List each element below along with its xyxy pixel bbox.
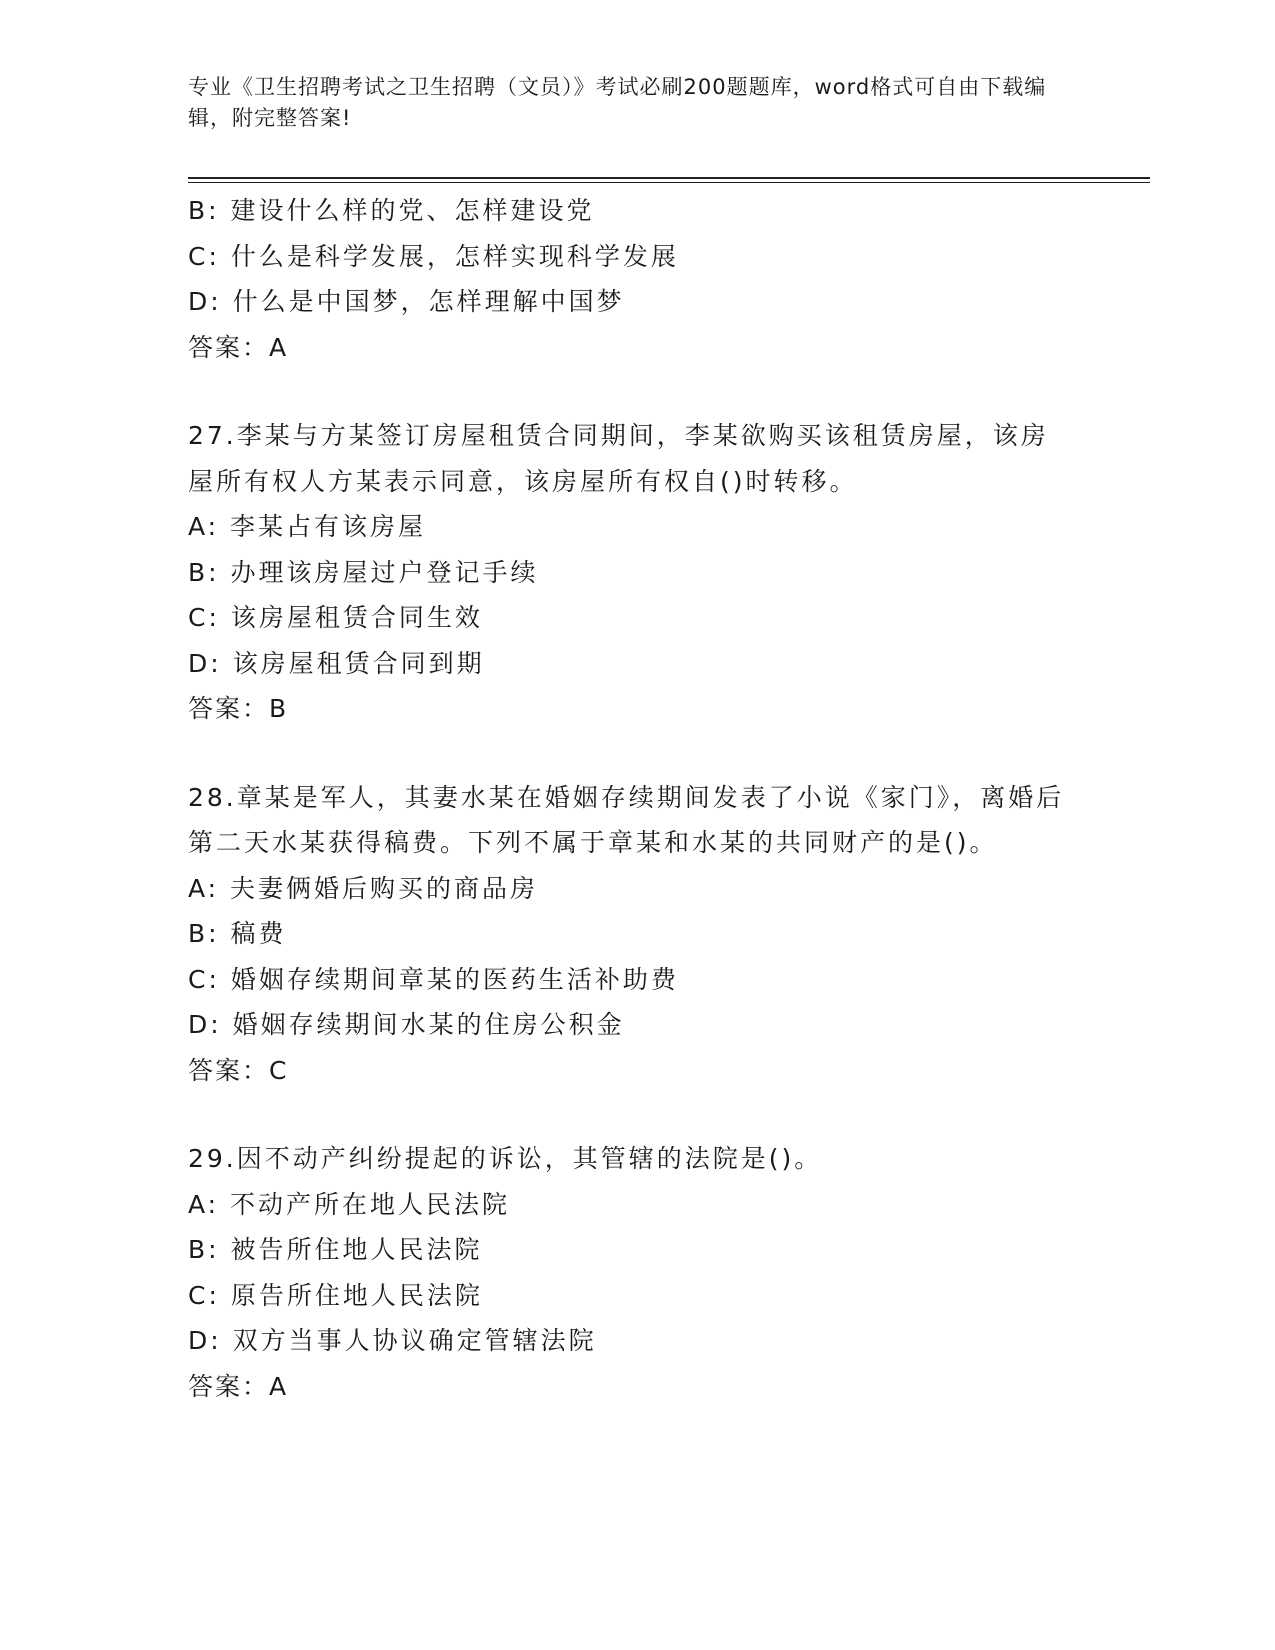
answer-line: 答案：B	[188, 694, 289, 723]
question-stem: 27.李某与方某签订房屋租赁合同期间，李某欲购买该租赁房屋，该房屋所有权人方某表示同意，该房屋所有权自()时转移。	[188, 421, 1049, 496]
option-c: C: 该房屋租赁合同生效	[188, 603, 483, 632]
option-d: D: 婚姻存续期间水某的住房公积金	[188, 1010, 625, 1039]
question-27	[188, 413, 1088, 732]
question-spacer	[188, 370, 1088, 413]
option-b: B: 建设什么样的党、怎样建设党	[188, 196, 595, 225]
header-divider-thin	[188, 182, 1150, 183]
option-b: B: 被告所住地人民法院	[188, 1235, 483, 1264]
option-b: B: 稿费	[188, 919, 287, 948]
answer-line: 答案：A	[188, 1371, 289, 1401]
document-header: 专业《卫生招聘考试之卫生招聘（文员）》考试必刷200题题库，word格式可自由下载编辑，附完整答案!	[188, 75, 1047, 130]
answer-line: 答案：C	[188, 1055, 289, 1085]
option-c: C: 婚姻存续期间章某的医药生活补助费	[188, 964, 679, 994]
header-divider-thick	[188, 177, 1150, 179]
question-stem: 29.因不动产纠纷提起的诉讼，其管辖的法院是()。	[188, 1144, 823, 1173]
option-c: C: 什么是科学发展，怎样实现科学发展	[188, 241, 679, 271]
option-a: A: 李某占有该房屋	[188, 512, 427, 541]
option-c: C: 原告所住地人民法院	[188, 1280, 483, 1310]
question-spacer	[188, 1093, 1088, 1136]
question-26-tail	[188, 188, 1088, 370]
option-d: D: 什么是中国梦，怎样理解中国梦	[188, 287, 625, 316]
option-d: D: 双方当事人协议确定管辖法院	[188, 1326, 597, 1355]
question-content	[188, 188, 1088, 1409]
question-stem: 28.章某是军人，其妻水某在婚姻存续期间发表了小说《家门》，离婚后第二天水某获得稿费。下列不属于章某和水某的共同财产的是()。	[188, 782, 1065, 857]
option-a: A: 夫妻俩婚后购买的商品房	[188, 873, 539, 903]
option-d: D: 该房屋租赁合同到期	[188, 648, 485, 678]
question-28	[188, 775, 1088, 1094]
question-29	[188, 1136, 1088, 1409]
option-a: A: 不动产所在地人民法院	[188, 1189, 511, 1219]
question-spacer	[188, 732, 1088, 775]
answer-line: 答案：A	[188, 332, 289, 362]
option-b: B: 办理该房屋过户登记手续	[188, 557, 539, 587]
